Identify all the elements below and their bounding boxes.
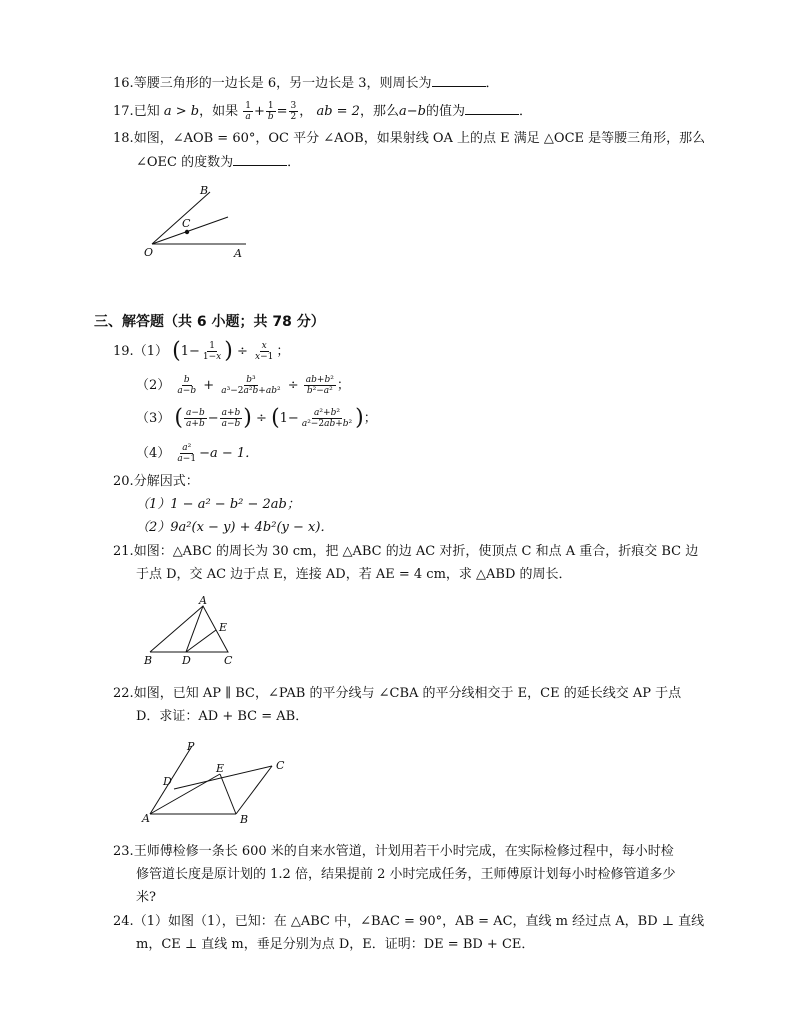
part-label: （2） [136,378,171,393]
question-number: 20. [113,474,134,489]
question-18 [113,130,705,148]
expression: a − 1． [209,446,259,461]
question-20 [113,473,199,491]
question-19-2: （2） $\frac{b}{a-b}$ + $\frac{\text{b³}}{\text{a³−2a²b+ab²}}$ ÷ $\frac{\text{ab+b²}}{\text{b²−a²}}$ ； [136,375,350,396]
question-text: 米? [136,890,156,905]
label-B: B [240,813,249,826]
question-number: 17. [113,104,134,119]
question-text: 分解因式： [133,474,199,489]
question-number: 24. [113,914,134,929]
expression: （1）1 − a² − b² − 2ab； [136,497,300,512]
question-19-4: （4） $\frac{\text{a²}}{a-1}$ −a − 1． [136,443,259,464]
question-text: 等腰三角形的一边长是 6，另一边长是 3，则周长为 [133,76,432,91]
question-number: 21. [113,544,134,559]
fraction-1-over-a: $\frac{1}{a}$ [245,101,251,122]
condition: a > b [163,104,200,119]
label-C: C [224,654,233,667]
figure-22-parallel [140,738,290,826]
expression: a−b [398,104,426,119]
question-24 [113,913,704,931]
text: ，如果 [199,104,239,119]
part-label: （1） [133,344,168,359]
question-23-cont2 [136,889,156,907]
answer-blank [432,74,486,87]
question-number: 23. [113,844,134,859]
answer-blank [233,153,287,166]
label-O: O [144,246,154,259]
fraction-3-over-2: $\frac{3}{2}$ [290,101,297,122]
question-text: 如图，∠AOB = 60°，OC 平分 ∠AOB，如果射线 OA 上的点 E 满足 △OCE 是等腰三角形，那么 [133,131,706,146]
question-text: 修管道长度是原计划的 1.2 倍，结果提前 2 小时完成任务，王师傅原计划每小时检修管道多少 [136,867,676,882]
question-22-cont [136,708,308,726]
question-number: 19. [113,344,134,359]
question-23-cont [136,866,675,884]
part-label: （4） [136,446,171,461]
question-text: 如图，已知 AP ∥ BC，∠PAB 的平分线与 ∠CBA 的平分线相交于 E，CE 的延长线交 AP 于点 [133,686,682,701]
question-21 [113,543,698,561]
text: ，那么 [359,104,399,119]
punct: ． [287,155,301,170]
question-18-cont [136,153,300,172]
question-text: ∠OEC 的度数为 [136,155,234,170]
expression: （2）9a²(x − y) + 4b²(y − x)． [136,520,334,535]
question-19-1: 19.（1） (1− $\frac{1}{1-x}$ ) ÷ $\frac{x}{x-1}$ ； [113,338,290,364]
question-text: 如图：△ABC 的周长为 30 cm，把 △ABC 的边 AC 对折，使顶点 C 和点 A 重合，折痕交 BC 边 [133,544,699,559]
part-label: （3） [136,411,171,426]
punct: ． [485,76,499,91]
question-21-cont [136,566,572,584]
question-20-2 [136,519,333,537]
question-text: m，CE ⊥ 直线 m，垂足分别为点 D，E．证明：DE = BD + CE． [136,937,535,952]
text: 的值为 [425,104,465,119]
fraction-1-over-b: $\frac{1}{b}$ [267,101,274,122]
question-22 [113,685,681,703]
condition-ab: ab = 2 [316,104,360,119]
question-19-3: （3） ( $\frac{a-b}{a+b}$ − $\frac{a+b}{a-b}$ ) ÷ (1− $\frac{\text{a²+b²}}{\text{a²−2ab+b²}}$ )； [136,405,377,431]
answer-blank [465,102,519,115]
question-number: 16. [113,76,134,91]
question-text: （1）如图（1），已知：在 △ABC 中，∠BAC = 90°，AB = AC，直线 m 经过点 A，BD ⊥ 直线 [133,914,705,929]
label-B: B [144,654,153,667]
text: ， [299,104,313,119]
question-number: 22. [113,686,134,701]
question-24-cont [136,936,534,954]
label-C: C [182,217,191,230]
question-text: D．求证：AD + BC = AB． [136,709,309,724]
question-text: 王师傅检修一条长 600 米的自来水管道，计划用若干小时完成，在实际检修过程中，每小时检 [133,844,674,859]
label-A: A [234,247,242,260]
label-D: D [182,654,191,667]
label-B: B [200,184,209,197]
label-A: A [199,594,207,607]
label-P: P [187,740,195,753]
question-16 [113,74,499,93]
question-20-1 [136,496,300,514]
label-E: E [219,621,228,634]
question-text: 于点 D，交 AC 边于点 E，连接 AD，若 AE = 4 cm，求 △ABD 的周长． [136,567,572,582]
label-D: D [163,775,172,788]
question-23 [113,843,674,861]
question-number: 18. [113,131,134,146]
label-E: E [216,762,225,775]
section-title: 三、解答题（共 6 小题；共 78 分） [94,314,325,330]
label-C: C [276,759,285,772]
figure-21-triangle [138,594,248,669]
figure-18-angle [140,180,260,265]
label-A: A [142,812,150,825]
punct: ． [518,104,532,119]
question-17: 17.已知 a > b，如果 $\frac{1}{a}$ + $\frac{1}{b}$ = $\frac{3}{2}$ ， ab = 2，那么a−b的值为 ． [113,101,532,122]
text: 已知 [133,104,160,119]
